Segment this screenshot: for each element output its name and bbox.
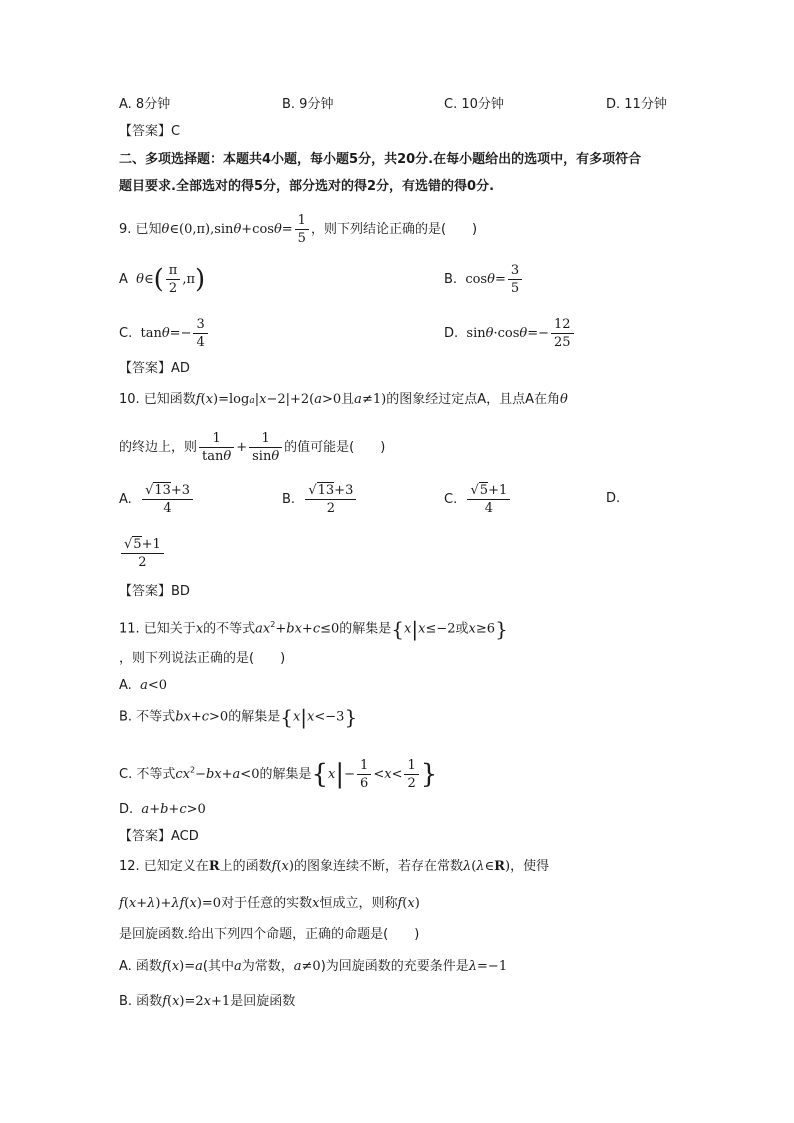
q11-option-c-tail: 的解集是 [259, 767, 312, 782]
q10-mid: 的图象经过定点A，且点A在角 [386, 392, 560, 407]
q9-option-c: C. tanθ=− $\frac{3}{4}$ [119, 316, 210, 351]
q11-option-b-label: B. 不等式 [119, 709, 176, 725]
section2-line2: 题目要求.全部选对的得5分，部分选对的得2分，有选错的得0分. [119, 179, 495, 194]
q10-option-a: A. $\frac{√13+3}{4}$ [119, 482, 195, 517]
q12-stem-line1: 12. 已知定义在R上的函数f(x)的图象连续不断，若存在常数λ(λ∈R)，使得 [119, 859, 550, 874]
q10-option-d-value: $\frac{√5+1}{2}$ [119, 536, 166, 571]
q11-option-b: B. 不等式bx+c>0的解集是{x|x<−3} [119, 705, 358, 729]
q11-stem-line2: ，则下列说法正确的是( ) [119, 651, 286, 666]
q10-option-b-label: B. [282, 492, 296, 507]
q12-option-b-label: B. 函数 [119, 994, 163, 1009]
q9-option-d-label: D. [444, 326, 459, 341]
q11-number: 11. 已知关于 [119, 621, 196, 637]
q10-line2b: 的值可能是( ) [284, 440, 386, 455]
q10-number: 10. 已知函数 [119, 392, 196, 407]
q9-answer: 【答案】AD [119, 361, 190, 376]
q9-option-b-label: B. [444, 272, 458, 287]
q10-option-d: D. [606, 491, 621, 506]
q9-tail: ，则下列结论正确的是( ) [310, 222, 478, 237]
q8-option-a: A. 8分钟 [119, 97, 171, 112]
q11-option-a: A. a<0 [119, 678, 167, 693]
q11-answer: 【答案】ACD [119, 829, 199, 844]
q10-option-a-label: A. [119, 492, 132, 507]
q11-option-b-tail: 的解集是 [228, 709, 281, 725]
q12-option-a-label: A. 函数 [119, 959, 162, 974]
q12-tail: ，使得 [510, 859, 550, 874]
q8-option-d: D. 11分钟 [606, 97, 667, 112]
q8-answer: 【答案】C [119, 124, 181, 139]
q8-option-c: C. 10分钟 [444, 97, 504, 112]
q10-stem-line2: 的终边上，则 $\frac{1}{\tan\theta}$ + $\frac{1}{\sin\theta}$ 的值可能是( ) [119, 431, 386, 464]
section2-line1: 二、多项选择题：本题共4小题，每小题5分，共20分.在每小题给出的选项中，有多项符合 [119, 152, 642, 167]
q9-option-c-label: C. [119, 326, 133, 341]
q9-stem: 9. 已知θ∈(0,π),sinθ+cosθ= $\frac{1}{5}$ ，则下列结论正确的是( ) [119, 213, 478, 246]
q12-option-a-tail: )为回旋函数的充要条件是 [320, 959, 469, 974]
q12-line2b: 恒成立，则称 [319, 896, 398, 911]
q9-option-d: D. sinθ·cosθ=− $\frac{12}{25}$ [444, 316, 576, 351]
q12-mid2: 的图象连续不断，若存在常数 [293, 859, 463, 874]
q12-stem-line2: f(x+λ)+λf(x)=0对于任意的实数x恒成立，则称f(x) [119, 896, 420, 911]
q10-option-b: B. $\frac{√13+3}{2}$ [282, 482, 358, 517]
q9-number: 9. 已知 [119, 222, 162, 237]
q10-line2a: 的终边上，则 [119, 440, 198, 455]
q11-mid: 的不等式 [203, 621, 256, 637]
q10-option-c-label: C. [444, 492, 458, 507]
q11-stem-line1: 11. 已知关于x的不等式$ax^2+bx+c\le 0$的解集是{x|x≤−2或x≥6} [119, 616, 508, 641]
q10-option-c: C. $\frac{√5+1}{4}$ [444, 482, 512, 517]
q11-option-d: D. a+b+c>0 [119, 802, 206, 817]
q9-option-b: B. cosθ= $\frac{3}{5}$ [444, 262, 524, 297]
q9-option-a: A θ∈( $\frac{\pi}{2}$ ,π) [119, 263, 206, 296]
q9-option-a-label: A [119, 272, 128, 287]
q10-stem-line1: 10. 已知函数f(x)=loga|x−2|+2(a>0且a≠1)的图象经过定点A，且点A在角θ [119, 392, 568, 407]
q11-option-a-label: A. [119, 678, 132, 693]
q12-option-a-mid2: 为常数， [241, 959, 294, 974]
q11-option-c-label: C. 不等式 [119, 767, 176, 782]
q11-mid2: 的解集是 [339, 621, 392, 637]
q11-option-d-label: D. [119, 802, 134, 817]
q12-option-a: A. 函数f(x)=a(其中a为常数，a≠0)为回旋函数的充要条件是λ=−1 [119, 959, 508, 974]
q12-option-b: B. 函数f(x)=2x+1是回旋函数 [119, 994, 296, 1009]
q12-mid: 上的函数 [219, 859, 272, 874]
q12-option-a-mid: (其中 [202, 959, 234, 974]
q12-line2a: 对于任意的实数 [221, 896, 313, 911]
q10-answer: 【答案】BD [119, 584, 190, 599]
q12-option-b-tail: 是回旋函数 [230, 994, 296, 1009]
q12-number: 12. 已知定义在 [119, 859, 209, 874]
q8-option-b: B. 9分钟 [282, 97, 334, 112]
q12-stem-line3: 是回旋函数.给出下列四个命题，正确的命题是( ) [119, 927, 420, 942]
q11-option-c: C. 不等式$cx^2-bx+a<0$的解集是{x|− $\frac{1}{6}$ <x< $\frac{1}{2}$ } [119, 758, 438, 791]
